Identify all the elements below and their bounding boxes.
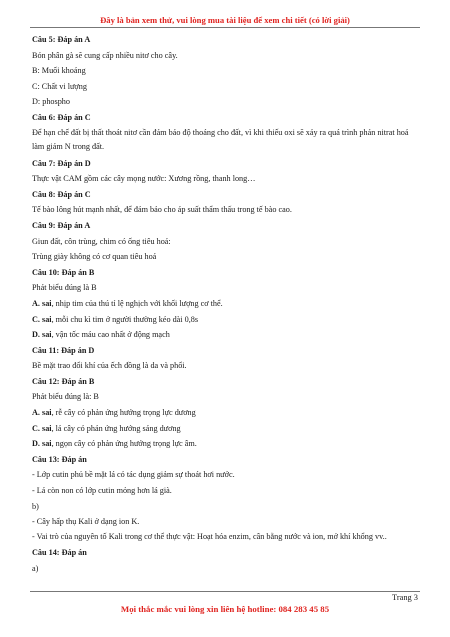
answer-option-line: [32, 296, 420, 312]
answer-heading: Câu 11: Đáp án D: [32, 345, 95, 355]
option-label: C. sai: [32, 423, 52, 433]
option-label: A. sai: [32, 298, 52, 308]
answer-heading: Câu 10: Đáp án B: [32, 267, 95, 277]
answer-heading: Câu 13: Đáp án: [32, 454, 87, 464]
body-text-line: Phát biểu đúng là B: [32, 283, 97, 293]
option-text: , lá cây có phản ứng hướng sáng dương: [51, 423, 181, 433]
answer-heading: Câu 9: Đáp án A: [32, 220, 91, 230]
body-text-line: - Cây hấp thụ Kali ở dạng ion K.: [32, 517, 140, 527]
answer-heading: Câu 12: Đáp án B: [32, 376, 95, 386]
body-text-line: Tế bào lông hút mạnh nhất, để đảm bảo cho áp suất thẩm thấu trong tế bào cao.: [32, 205, 292, 215]
answer-heading: Câu 7: Đáp án D: [32, 158, 91, 168]
option-text: , nhịp tim của thú tỉ lệ nghịch với khối lượng cơ thể.: [51, 298, 223, 308]
answer-option-line: [32, 405, 420, 421]
body-text-line: Trùng giày không có cơ quan tiêu hoá: [32, 252, 157, 262]
answer-option-line: [32, 327, 420, 343]
body-text-line: B: Muối khoáng: [32, 66, 86, 76]
answer-option-line: [32, 421, 420, 437]
body-text-line: b): [32, 501, 39, 511]
option-text: , vận tốc máu cao nhất ở động mạch: [51, 330, 170, 340]
footer-banner: Mọi thắc mắc vui lòng xin liên hệ hotline: 084 283 45 85: [120, 604, 330, 614]
body-text-line: - Lá còn non có lớp cutin mỏng hơn lá già.: [32, 486, 172, 496]
body-text-line: C: Chất vi lượng: [32, 81, 87, 91]
body-text-line: - Lớp cutin phủ bề mặt lá có tác dụng giảm sự thoát hơi nước.: [32, 470, 235, 480]
answer-heading: Câu 8: Đáp án C: [32, 189, 91, 199]
page-number: Trang 3: [392, 593, 418, 602]
body-text-line: Bề mặt trao đổi khí của ếch đồng là da và phổi.: [32, 361, 187, 371]
header-rule: [30, 27, 420, 28]
body-text-line: Giun đất, côn trùng, chim có ống tiêu hoá:: [32, 236, 171, 246]
body-text-line: D: phospho: [32, 97, 70, 107]
option-text: , rễ cây có phản ứng hướng trọng lực dương: [51, 408, 196, 418]
option-label: A. sai: [32, 408, 52, 418]
answer-heading: Câu 14: Đáp án: [32, 548, 87, 558]
header-banner: Đây là bản xem thử, vui lòng mua tài liệu để xem chi tiết (có lời giải): [100, 15, 350, 25]
body-text-line: Phát biểu đúng là: B: [32, 392, 99, 402]
body-text-line: Bón phân gà sẽ cung cấp nhiều nitơ cho cây.: [32, 50, 178, 60]
option-label: D. sai: [32, 330, 52, 340]
answer-heading: Câu 6: Đáp án C: [32, 112, 91, 122]
option-label: C. sai: [32, 314, 52, 324]
option-label: D. sai: [32, 439, 52, 449]
footer-rule: [30, 591, 420, 592]
body-text-line: Để hạn chế đất bị thất thoát nitơ cần đảm bảo độ thoáng cho đất, vì khi thiếu oxi sẽ xảy ra quá trình phản nitrat hoá làm giảm N trong đất.: [32, 127, 409, 152]
body-text-line: Thực vật CAM gồm các cây mọng nước: Xương rồng, thanh long…: [32, 174, 256, 184]
answer-heading: Câu 5: Đáp án A: [32, 35, 91, 44]
answer-option-line: [32, 312, 420, 328]
answer-option-line: [32, 436, 420, 452]
body-text-line: a): [32, 563, 39, 573]
document-body: [32, 32, 420, 577]
body-text-line: - Vai trò của nguyên tố Kali trong cơ thể thực vật: Hoạt hóa enzim, cân bằng nước và ion, mở khí khổng vv..: [32, 531, 387, 541]
option-text: , ngọn cây có phản ứng hướng trọng lực âm.: [51, 439, 197, 449]
option-text: , mỗi chu kì tim ở người thường kéo dài 0,8s: [51, 314, 199, 324]
